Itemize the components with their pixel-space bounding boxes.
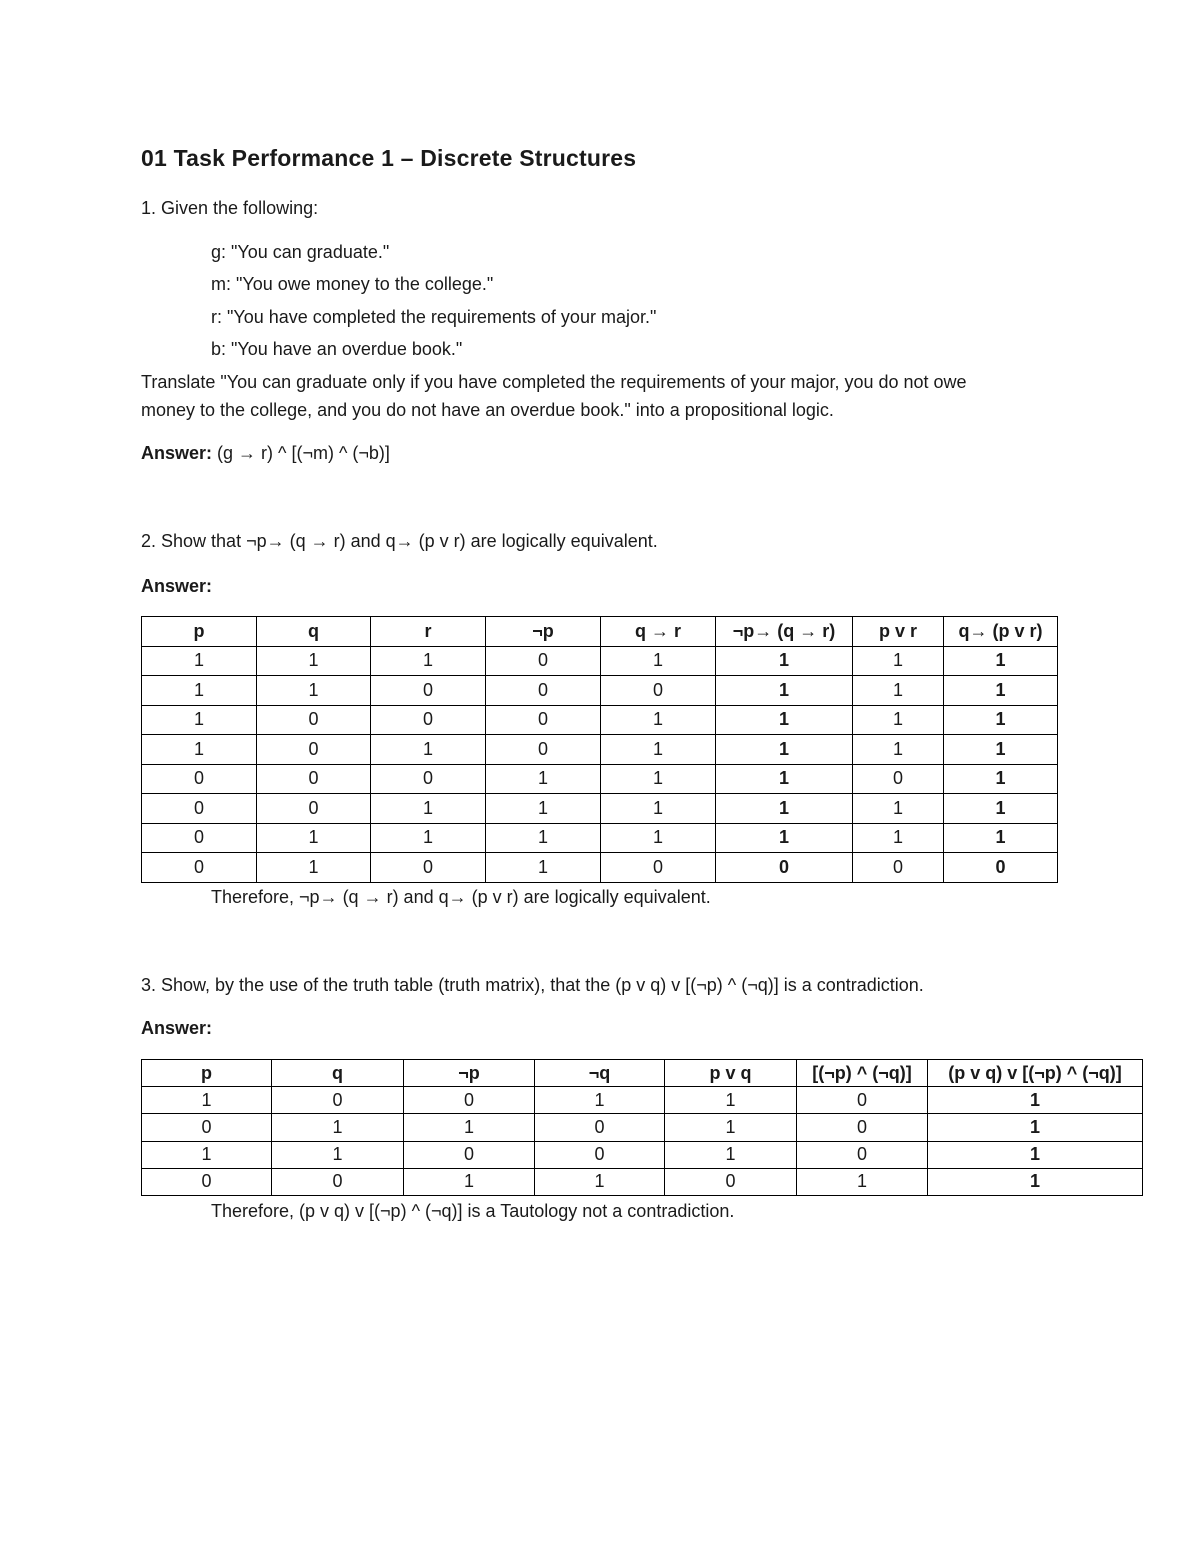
- table-cell: 0: [944, 853, 1058, 883]
- table-cell: 1: [142, 1141, 272, 1168]
- table-header-row: [142, 1060, 1143, 1087]
- header-cell: q: [257, 617, 371, 647]
- table-cell: 1: [928, 1168, 1143, 1195]
- table-cell: 1: [853, 705, 944, 735]
- table-cell: 0: [142, 764, 257, 794]
- table-cell: 0: [853, 764, 944, 794]
- table-cell: 1: [716, 735, 853, 765]
- header-cell: ¬p: [486, 617, 601, 647]
- table-cell: 1: [601, 823, 716, 853]
- q3-answer-label: Answer:: [141, 1018, 213, 1038]
- q1-translate-line2: money to the college, and you do not have an overdue book." into a propositional logic.: [141, 400, 834, 420]
- table-row: [142, 1168, 1143, 1195]
- table-cell: 0: [601, 676, 716, 706]
- header-cell: p v q: [665, 1060, 797, 1087]
- table-cell: 0: [371, 853, 486, 883]
- table-cell: 1: [716, 705, 853, 735]
- q1-answer: [141, 441, 390, 465]
- q1-definition-r: r: "You have completed the requirements of your major.": [211, 307, 657, 327]
- table-cell: 1: [928, 1087, 1143, 1114]
- table-cell: 1: [665, 1087, 797, 1114]
- table-cell: 0: [142, 823, 257, 853]
- header-cell: p: [142, 617, 257, 647]
- table-cell: 0: [797, 1114, 928, 1141]
- table-cell: 1: [142, 735, 257, 765]
- q2-answer-label: Answer:: [141, 576, 213, 596]
- table-cell: 0: [371, 705, 486, 735]
- table-cell: 1: [486, 853, 601, 883]
- table-cell: 1: [601, 735, 716, 765]
- table-cell: 1: [928, 1114, 1143, 1141]
- table-cell: 0: [371, 676, 486, 706]
- table-row: [142, 735, 1058, 765]
- table-cell: 0: [716, 853, 853, 883]
- table-row: [142, 676, 1058, 706]
- table-cell: 0: [797, 1087, 928, 1114]
- table-row: [142, 1087, 1143, 1114]
- header-cell: (p v q) v [(¬p) ^ (¬q)]: [928, 1060, 1143, 1087]
- table-cell: 1: [257, 646, 371, 676]
- table-cell: 1: [716, 676, 853, 706]
- table-cell: 1: [853, 735, 944, 765]
- table-cell: 0: [142, 853, 257, 883]
- table-cell: 1: [716, 794, 853, 824]
- q3-prompt: 3. Show, by the use of the truth table (truth matrix), that the (p v q) v [(¬p) ^ (¬q)] is a contradiction.: [141, 975, 924, 995]
- table-cell: 0: [601, 853, 716, 883]
- table-cell: 1: [944, 794, 1058, 824]
- q3-truth-table: [141, 1059, 1143, 1196]
- table-row: [142, 823, 1058, 853]
- table-cell: 1: [853, 823, 944, 853]
- table-cell: 1: [716, 764, 853, 794]
- table-cell: 1: [371, 823, 486, 853]
- table-cell: 0: [257, 705, 371, 735]
- q1-definition-m: m: "You owe money to the college.": [211, 274, 494, 294]
- table-row: [142, 1114, 1143, 1141]
- table-cell: 1: [797, 1168, 928, 1195]
- table-cell: 1: [272, 1141, 404, 1168]
- table-cell: 1: [257, 823, 371, 853]
- table-cell: 0: [535, 1141, 665, 1168]
- header-cell: ¬p→ (q → r): [716, 617, 853, 647]
- table-cell: 1: [601, 705, 716, 735]
- table-cell: 1: [665, 1141, 797, 1168]
- table-cell: 1: [944, 764, 1058, 794]
- header-cell: q: [272, 1060, 404, 1087]
- table-cell: 0: [272, 1087, 404, 1114]
- table-cell: 0: [142, 1168, 272, 1195]
- table-cell: 0: [371, 764, 486, 794]
- table-cell: 1: [404, 1168, 535, 1195]
- table-cell: 0: [665, 1168, 797, 1195]
- q3-conclusion: Therefore, (p v q) v [(¬p) ^ (¬q)] is a Tautology not a contradiction.: [211, 1201, 735, 1221]
- table-cell: 0: [272, 1168, 404, 1195]
- table-cell: 0: [404, 1141, 535, 1168]
- table-cell: 1: [142, 676, 257, 706]
- table-cell: 1: [944, 676, 1058, 706]
- table-cell: 0: [257, 794, 371, 824]
- table-header-row: [142, 617, 1058, 647]
- table-cell: 1: [486, 764, 601, 794]
- table-cell: 0: [486, 646, 601, 676]
- table-cell: 1: [486, 823, 601, 853]
- table-row: [142, 1141, 1143, 1168]
- q2-conclusion: Therefore, ¬p→ (q → r) and q→ (p v r) are logically equivalent.: [211, 887, 711, 907]
- table-cell: 1: [853, 794, 944, 824]
- table-cell: 1: [142, 705, 257, 735]
- table-cell: 1: [535, 1087, 665, 1114]
- table-cell: 1: [257, 853, 371, 883]
- table-cell: 0: [486, 705, 601, 735]
- table-cell: 1: [142, 646, 257, 676]
- header-cell: q→ (p v r): [944, 617, 1058, 647]
- header-cell: r: [371, 617, 486, 647]
- table-cell: 1: [486, 794, 601, 824]
- table-cell: 1: [853, 646, 944, 676]
- header-cell: [(¬p) ^ (¬q)]: [797, 1060, 928, 1087]
- header-cell: q → r: [601, 617, 716, 647]
- table-row: [142, 705, 1058, 735]
- table-cell: 1: [716, 646, 853, 676]
- header-cell: p: [142, 1060, 272, 1087]
- table-cell: 1: [853, 676, 944, 706]
- q1-answer-label: Answer:: [141, 443, 213, 463]
- table-row: [142, 794, 1058, 824]
- table-cell: 0: [853, 853, 944, 883]
- q1-answer-value: (g → r) ^ [(¬m) ^ (¬b)]: [212, 443, 390, 463]
- table-cell: 1: [716, 823, 853, 853]
- table-cell: 0: [797, 1141, 928, 1168]
- table-cell: 0: [535, 1114, 665, 1141]
- table-row: [142, 646, 1058, 676]
- table-cell: 1: [601, 794, 716, 824]
- header-cell: ¬q: [535, 1060, 665, 1087]
- table-cell: 1: [272, 1114, 404, 1141]
- table-cell: 0: [257, 764, 371, 794]
- table-cell: 1: [944, 646, 1058, 676]
- q2-truth-table: [141, 616, 1058, 883]
- table-cell: 0: [142, 1114, 272, 1141]
- table-cell: 1: [371, 646, 486, 676]
- table-cell: 1: [665, 1114, 797, 1141]
- table-cell: 1: [371, 794, 486, 824]
- page-title: 01 Task Performance 1 – Discrete Structures: [141, 145, 637, 171]
- table-cell: 0: [486, 676, 601, 706]
- table-cell: 1: [944, 823, 1058, 853]
- table-cell: 1: [142, 1087, 272, 1114]
- table-row: [142, 853, 1058, 883]
- header-cell: p v r: [853, 617, 944, 647]
- table-cell: 1: [601, 646, 716, 676]
- q1-definition-b: b: "You have an overdue book.": [211, 339, 463, 359]
- table-cell: 1: [601, 764, 716, 794]
- table-row: [142, 764, 1058, 794]
- table-cell: 1: [257, 676, 371, 706]
- table-cell: 1: [928, 1141, 1143, 1168]
- table-cell: 1: [944, 735, 1058, 765]
- table-cell: 1: [371, 735, 486, 765]
- q1-definition-g: g: "You can graduate.": [211, 242, 390, 262]
- table-cell: 0: [142, 794, 257, 824]
- table-cell: 0: [486, 735, 601, 765]
- table-cell: 0: [257, 735, 371, 765]
- table-cell: 1: [404, 1114, 535, 1141]
- q1-prompt: 1. Given the following:: [141, 198, 319, 218]
- q2-prompt: 2. Show that ¬p→ (q → r) and q→ (p v r) are logically equivalent.: [141, 531, 658, 551]
- table-cell: 1: [944, 705, 1058, 735]
- q1-translate-line1: Translate "You can graduate only if you have completed the requirements of your major, you do not owe: [141, 372, 967, 392]
- header-cell: ¬p: [404, 1060, 535, 1087]
- table-cell: 1: [535, 1168, 665, 1195]
- table-cell: 0: [404, 1087, 535, 1114]
